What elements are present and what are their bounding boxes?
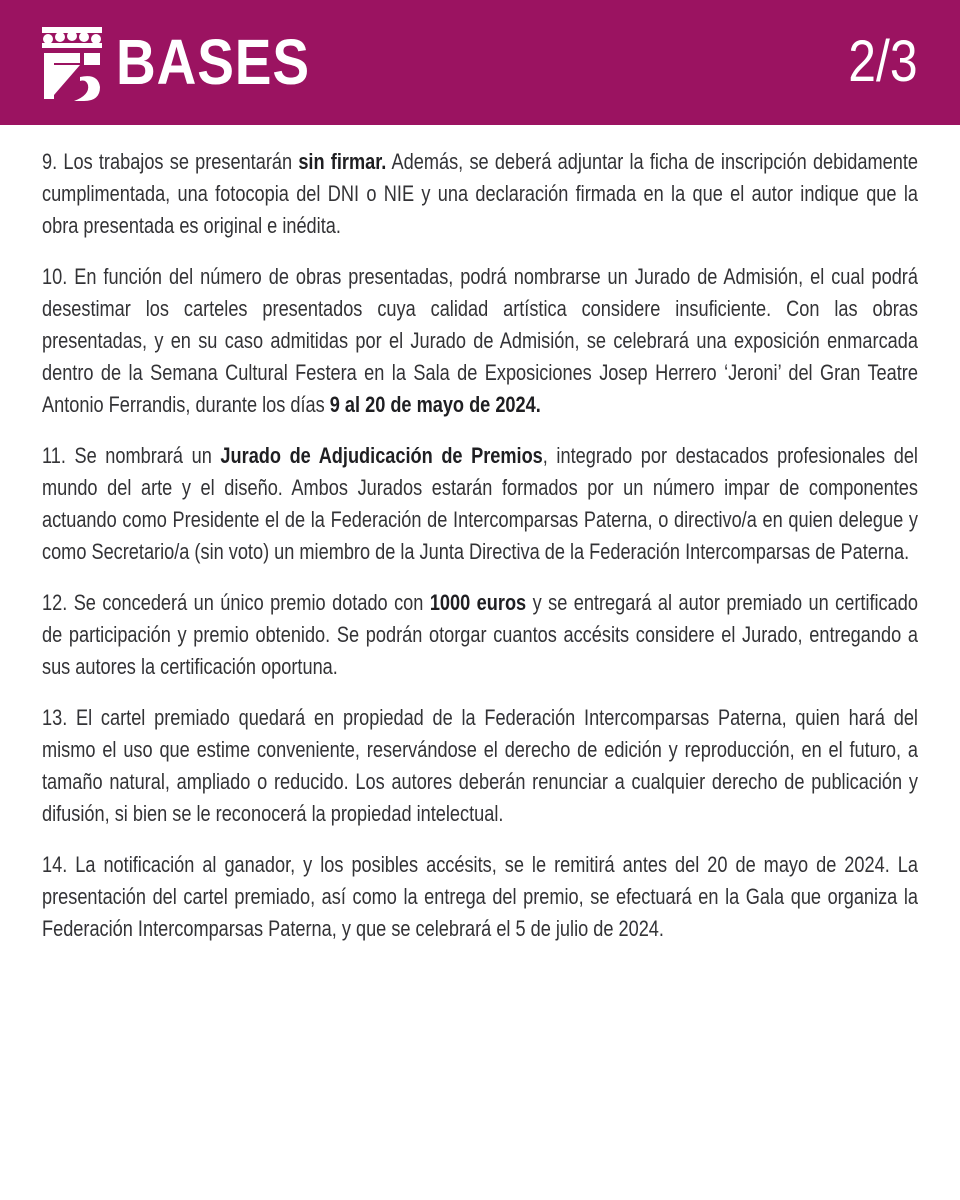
castle-crown-emblem-icon bbox=[40, 25, 104, 101]
rule-10 bbox=[42, 261, 918, 421]
page-indicator: 2/3 bbox=[848, 29, 918, 94]
rule-emphasis: Jurado de Adjudicación de Premios bbox=[220, 443, 543, 468]
rule-text: y se entregará al autor premiado un certificado de participación y premio obtenido. Se podrán otorgar cuantos accésits considere el Jurado, entregando a sus autores la certificación oportuna. bbox=[42, 590, 918, 679]
header-banner bbox=[0, 0, 960, 125]
rule-text: 10. En función del número de obras presentadas, podrá nombrarse un Jurado de Admisión, el cual podrá desestimar los carteles presentados cuya calidad artística considere insuficiente. Con las obras presentadas, y en su caso admitidas por el Jurado de Admisión, se celebrará una exposición enmarcada dentro de la Semana Cultural Festera en la Sala de Exposiciones Josep Herrero ‘Jeroni’ del Gran Teatre Antonio Ferrandis, durante los días bbox=[42, 264, 918, 417]
rules-body bbox=[42, 146, 918, 964]
rule-text: Además, se deberá adjuntar la ficha de inscripción debidamente cumplimentada, una fotocopia del DNI o NIE y una declaración firmada en la que el autor indique que la obra presentada es original e inédita. bbox=[42, 149, 918, 238]
rule-emphasis: 9 al 20 de mayo de 2024. bbox=[329, 392, 541, 417]
rule-text: 14. La notificación al ganador, y los posibles accésits, se le remitirá antes del 20 de mayo de 2024. La presentación del cartel premiado, así como la entrega del premio, se efectuará en la Gala que organiza la Federación Intercomparsas Paterna, y que se celebrará el 5 de julio de 2024. bbox=[42, 852, 918, 941]
rule-9 bbox=[42, 146, 918, 242]
rule-emphasis: 1000 euros bbox=[429, 590, 527, 615]
rule-text: 13. El cartel premiado quedará en propiedad de la Federación Intercomparsas Paterna, quien hará del mismo el uso que estime conveniente, reservándose el derecho de edición y reproducción, en el futuro, a tamaño natural, ampliado o reducido. Los autores deberán renunciar a cualquier derecho de publicación y difusión, si bien se le reconocerá la propiedad intelectual. bbox=[42, 705, 918, 826]
rule-text: 12. Se concederá un único premio dotado con bbox=[42, 590, 430, 615]
rule-text: , integrado por destacados profesionales del mundo del arte y el diseño. Ambos Jurados estarán formados por un número impar de componentes actuando como Presidente el de la Federación de Intercomparsas Paterna, o directivo/a en quien delegue y como Secretario/a (sin voto) un miembro de la Junta Directiva de la Federación Intercomparsas de Paterna. bbox=[42, 443, 918, 564]
rule-11 bbox=[42, 440, 918, 568]
page-title: BASES bbox=[116, 26, 310, 98]
rule-13 bbox=[42, 702, 918, 830]
rule-14 bbox=[42, 849, 918, 945]
rule-text: 11. Se nombrará un bbox=[42, 443, 221, 468]
rule-text: 9. Los trabajos se presentarán bbox=[42, 149, 299, 174]
rule-emphasis: sin firmar. bbox=[298, 149, 387, 174]
rule-12 bbox=[42, 587, 918, 683]
